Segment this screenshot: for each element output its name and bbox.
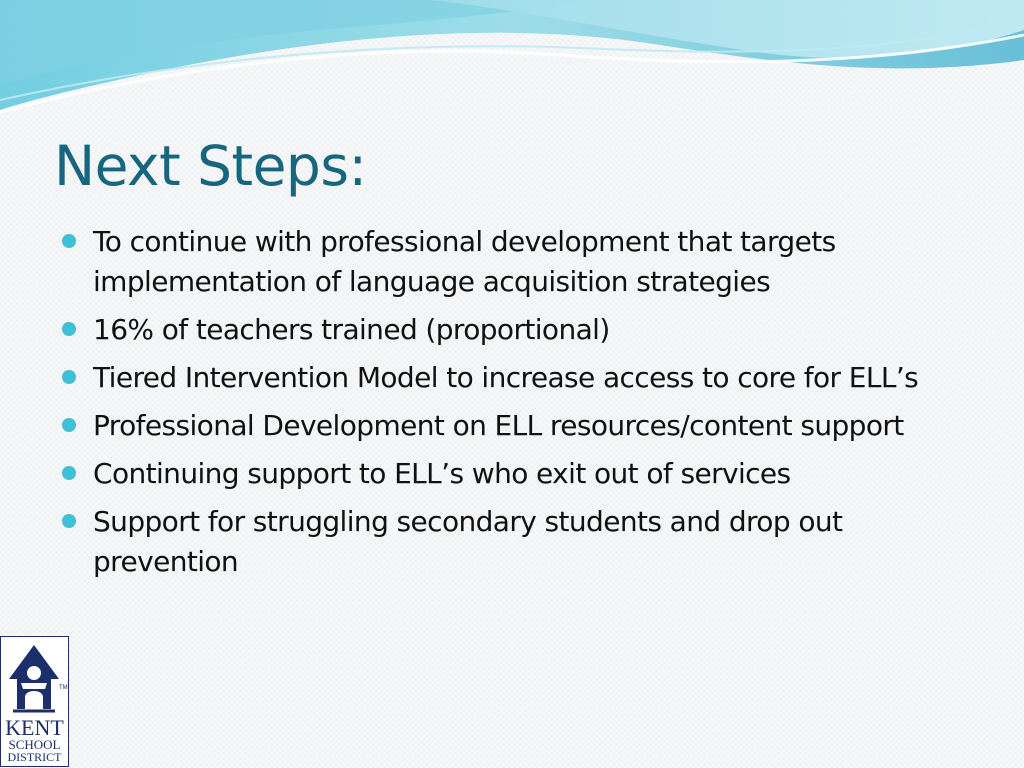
bullet-text: Continuing support to ELL’s who exit out of services — [93, 457, 791, 490]
logo-line-school: SCHOOL — [8, 737, 61, 752]
bullet-text: Tiered Intervention Model to increase access to core for ELL’s — [93, 361, 919, 394]
bullet-dot-icon — [62, 514, 76, 528]
bullet-item — [62, 406, 942, 446]
logo-line-kent: KENT — [5, 715, 64, 740]
bullet-item — [62, 358, 942, 398]
logo-line-district: DISTRICT — [7, 750, 62, 764]
bullet-dot-icon — [62, 322, 76, 336]
bullet-dot-icon — [62, 466, 76, 480]
kent-school-district-logo — [0, 636, 69, 767]
district-emblem-icon — [1, 637, 68, 717]
bullet-item — [62, 502, 942, 582]
bullet-text: Professional Development on ELL resources/content support — [93, 409, 904, 442]
bullet-item — [62, 222, 942, 302]
header-wave-decoration — [0, 0, 1024, 120]
bullet-text: To continue with professional development that targets implementation of language acquisition strategies — [93, 225, 836, 298]
bullet-dot-icon — [62, 370, 76, 384]
bullet-text: 16% of teachers trained (proportional) — [93, 313, 610, 346]
bullet-item — [62, 454, 942, 494]
slide-title: Next Steps: — [54, 134, 367, 198]
bullet-list — [62, 222, 942, 590]
bullet-item — [62, 310, 942, 350]
bullet-dot-icon — [62, 234, 76, 248]
bullet-text: Support for struggling secondary students and drop out prevention — [93, 505, 843, 578]
logo-trademark: TM — [59, 685, 68, 691]
bullet-dot-icon — [62, 418, 76, 432]
